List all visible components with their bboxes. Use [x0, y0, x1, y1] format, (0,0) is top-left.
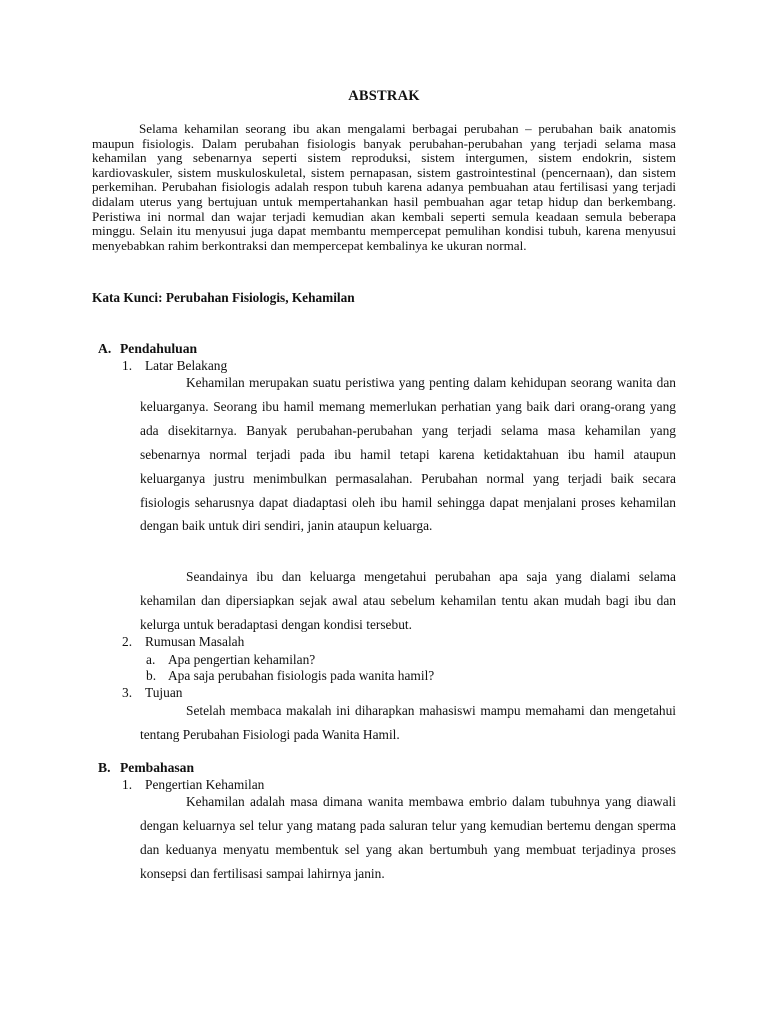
sub-item-text: Apa saja perubahan fisiologis pada wanita hamil? [168, 668, 435, 683]
abstract-title: ABSTRAK [348, 88, 420, 104]
item-label: Pengertian Kehamilan [145, 777, 265, 792]
section-a-letter: A. [98, 341, 112, 356]
sub-item-a [146, 652, 315, 668]
section-b-heading [98, 760, 194, 776]
sub-item-letter: a. [146, 652, 156, 667]
item-number: 2. [122, 634, 133, 649]
section-b-letter: B. [98, 760, 111, 775]
item-number: 1. [122, 777, 133, 792]
item-rumusan-masalah [122, 634, 244, 650]
sub-item-letter: b. [146, 668, 157, 683]
sub-item-text: Apa pengertian kehamilan? [168, 652, 316, 667]
sub-item-b [146, 668, 434, 684]
keywords: Kata Kunci: Perubahan Fisiologis, Kehamilan [92, 290, 355, 305]
paragraph-tujuan: Setelah membaca makalah ini diharapkan mahasiswi mampu memahami dan mengetahui tentang Perubahan Fisiologi pada Wanita Hamil. [140, 703, 676, 742]
item-number: 1. [122, 358, 133, 373]
abstract-paragraph: Selama kehamilan seorang ibu akan mengalami berbagai perubahan – perubahan baik anatomis maupun fisiologis. Dalam perubahan fisiologis banyak perubahan-perubahan yang terjadi selama masa kehamilan yang sebenarnya seperti sistem reproduksi, sistem intergumen, sistem endokrin, sistem kardiovaskuler, sistem muskuloskuletal, sistem pernapasan, sistem gastrointestinal (pencernaan), dan sistem perkemihan. Perubahan fisiologis adalah respon tubuh karena adanya pembuahan atau fertilisasi yang terjadi didalam uterus yang bertujuan untuk mempertahankan hasil pembuahan agar tetap hidup dan berkembang. Peristiwa ini normal dan wajar terjadi kemudian akan kembali seperti semula keadaan semula beberapa minggu. Selain itu menyusui juga dapat membantu mempercepat pemulihan kondisi tubuh, karena menyusui menyebabkan rahim berkontraksi dan mempercepat kembalinya ke ukuran normal. [92, 121, 676, 253]
section-a-heading [98, 341, 197, 357]
item-label: Latar Belakang [145, 358, 228, 373]
item-label: Rumusan Masalah [145, 634, 245, 649]
item-label: Tujuan [145, 685, 183, 700]
item-number: 3. [122, 685, 133, 700]
section-a-title: Pendahuluan [120, 341, 198, 356]
section-b-title: Pembahasan [120, 760, 195, 775]
paragraph-latar-belakang-2: Seandainya ibu dan keluarga mengetahui perubahan apa saja yang dialami selama kehamilan dan dipersiapkan sejak awal atau sebelum kehamilan tentu akan mudah bagi ibu dan kelurga untuk beradaptasi dengan kondisi tersebut. [140, 569, 676, 632]
paragraph-pengertian-kehamilan: Kehamilan adalah masa dimana wanita membawa embrio dalam tubuhnya yang diawali dengan keluarnya sel telur yang matang pada saluran telur yang kemudian bertemu dengan sperma dan keduanya menyatu membentuk sel yang akan bertumbuh yang membuat terjadinya proses konsepsi dan fertilisasi sampai lahirnya janin. [140, 794, 676, 881]
paragraph-latar-belakang-1: Kehamilan merupakan suatu peristiwa yang penting dalam kehidupan seorang wanita dan keluarganya. Seorang ibu hamil memang memerlukan perhatian yang baik dari orang-orang yang ada disekitarnya. Banyak perubahan-perubahan yang terjadi selama masa kehamilan yang sebenarnya normal terjadi pada ibu hamil tetapi karena ketidaktahuan ibu hamil ataupun keluarganya justru menimbulkan permasalahan. Perubahan normal yang terjadi baik secara fisiologis seharusnya dapat diadaptasi oleh ibu hamil sehingga dapat menjalani proses kehamilan dengan baik untuk diri sendiri, janin ataupun keluarga. [140, 375, 676, 534]
